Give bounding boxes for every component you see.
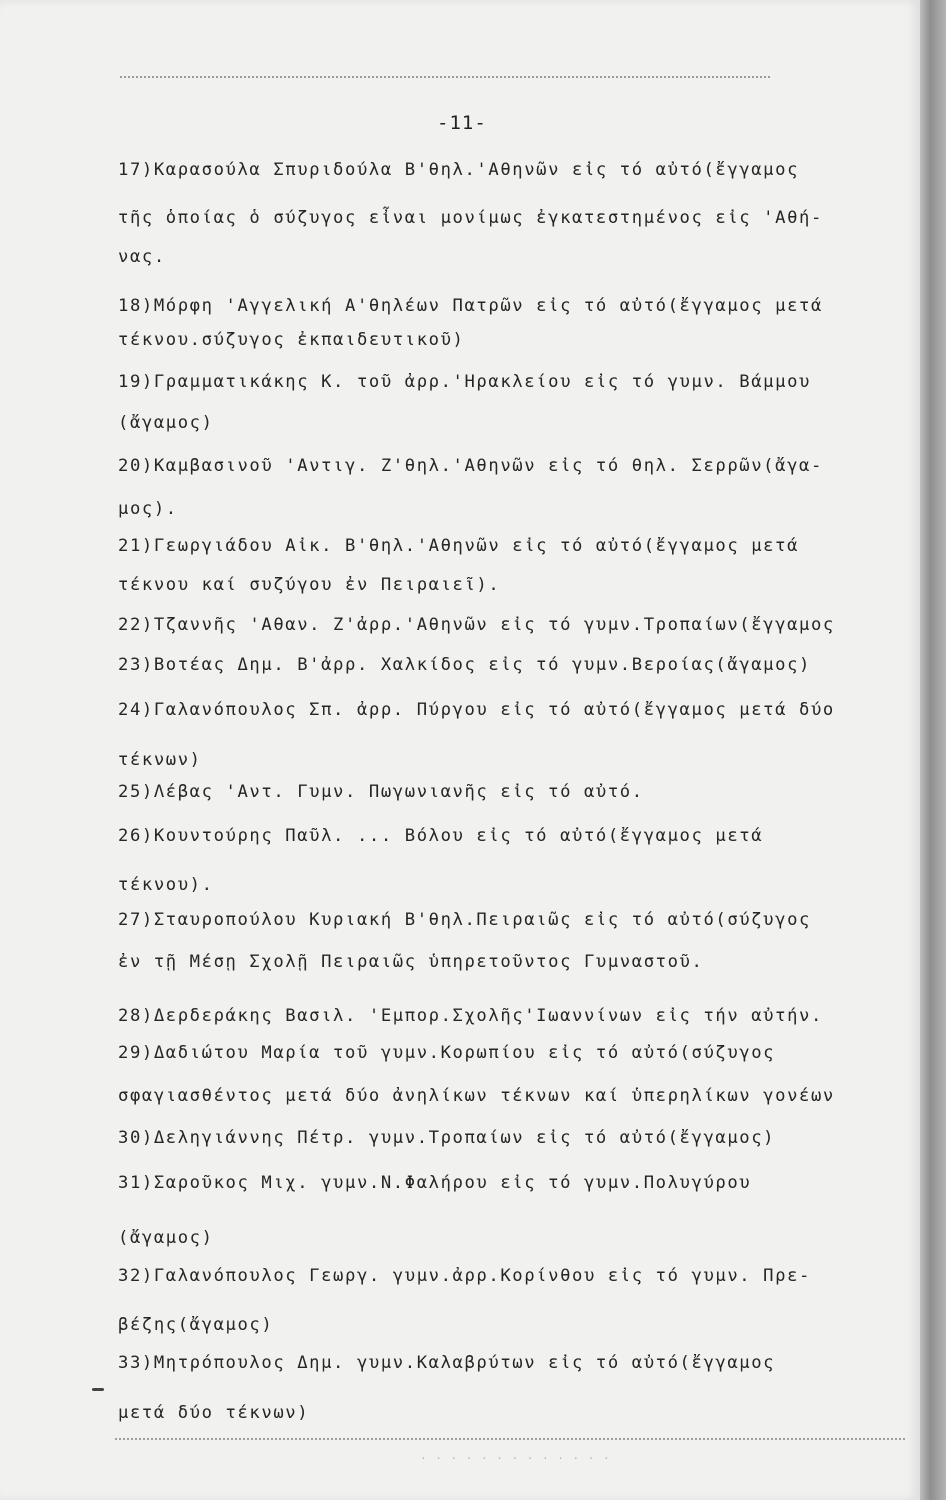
text-line: 25)Λέβας 'Αντ. Γυμν. Πωγωνιανῆς εἰς τό αὐτό. xyxy=(118,782,644,802)
text-line: νας. xyxy=(118,247,166,267)
text-line: 21)Γεωργιάδου Αἰκ. Β'θηλ.'Αθηνῶν εἰς τό αὐτό(ἔγγαμος μετά xyxy=(118,536,800,556)
text-line: 24)Γαλανόπουλος Σπ. ἀρρ. Πύργου εἰς τό αὐτό(ἔγγαμος μετά δύο xyxy=(118,700,835,720)
text-line: 29)Δαδιώτου Μαρία τοῦ γυμν.Κορωπίου εἰς τό αὐτό(σύζυγος xyxy=(118,1043,776,1063)
text-line: σφαγιασθέντος μετά δύο ἀνηλίκων τέκνων καί ὑπερηλίκων γονέων xyxy=(118,1086,835,1106)
text-line: μος). xyxy=(118,499,178,519)
text-line: 26)Κουντούρης Παῦλ. ... Βόλου εἰς τό αὐτό(ἔγγαμος μετά xyxy=(118,826,764,846)
text-line: 17)Καρασούλα Σπυριδούλα Β'θηλ.'Αθηνῶν εἰς τό αὐτό(ἔγγαμος xyxy=(118,160,800,180)
text-line: μετά δύο τέκνων) xyxy=(118,1403,310,1423)
bottom-dotted-rule xyxy=(115,1438,905,1440)
text-line: (ἄγαμος) xyxy=(118,1228,214,1248)
text-line: 22)Τζαννῆς 'Αθαν. Ζ'ἀρρ.'Αθηνῶν εἰς τό γυμν.Τροπαίων(ἔγγαμος xyxy=(118,615,835,635)
text-line: τέκνου καί συζύγου ἐν Πειραιεῖ). xyxy=(118,575,501,595)
footer-faint-mark: · · · · · · · · · · · · · xyxy=(420,1452,611,1465)
top-dotted-rule xyxy=(120,76,770,78)
text-line: 19)Γραμματικάκης Κ. τοῦ ἀρρ.'Ηρακλείου εἰς τό γυμν. Βάμμου xyxy=(118,372,811,392)
text-line: 23)Βοτέας Δημ. Β'ἀρρ. Χαλκίδος εἰς τό γυμν.Βεροίας(ἄγαμος) xyxy=(118,655,811,675)
text-line: 27)Σταυροπούλου Κυριακή Β'θηλ.Πειραιῶς εἰς τό αὐτό(σύζυγος xyxy=(118,910,811,930)
text-line: 33)Μητρόπουλος Δημ. γυμν.Καλαβρύτων εἰς τό αὐτό(ἔγγαμος xyxy=(118,1353,776,1373)
text-line: 30)Δεληγιάννης Πέτρ. γυμν.Τροπαίων εἰς τό αὐτό(ἔγγαμος) xyxy=(118,1128,776,1148)
text-line: τέκνου.σύζυγος ἐκπαιδευτικοῦ) xyxy=(118,330,465,350)
text-line: τέκνου). xyxy=(118,875,214,895)
text-line: 31)Σαροῦκος Μιχ. γυμν.Ν.Φαλήρου εἰς τό γυμν.Πολυγύρου xyxy=(118,1173,752,1193)
text-line: τῆς ὁποίας ὁ σύζυγος εἶναι μονίμως ἐγκατεστημένος εἰς 'Αθή- xyxy=(118,208,823,228)
text-line: βέζης(ἄγαμος) xyxy=(118,1315,274,1335)
text-line: (ἄγαμος) xyxy=(118,413,214,433)
binding-edge xyxy=(920,0,946,1500)
text-line: 32)Γαλανόπουλος Γεωργ. γυμν.ἀρρ.Κορίνθου εἰς τό γυμν. Πρε- xyxy=(118,1266,811,1286)
text-line: ἐν τῇ Μέσῃ Σχολῇ Πειραιῶς ὑπηρετοῦντος Γυμναστοῦ. xyxy=(118,952,704,972)
text-line: τέκνων) xyxy=(118,750,202,770)
text-line: 20)Καμβασινοῦ 'Αντιγ. Ζ'θηλ.'Αθηνῶν εἰς τό θηλ. Σερρῶν(ἄγα- xyxy=(118,456,823,476)
page-number: -11- xyxy=(437,112,487,134)
text-line: 28)Δερδεράκης Βασιλ. 'Εμπορ.Σχολῆς'Ιωαννίνων εἰς τήν αὐτήν. xyxy=(118,1006,823,1026)
margin-dash-mark xyxy=(92,1388,104,1391)
text-line: 18)Μόρφη 'Αγγελική Α'θηλέων Πατρῶν εἰς τό αὐτό(ἔγγαμος μετά xyxy=(118,296,823,316)
